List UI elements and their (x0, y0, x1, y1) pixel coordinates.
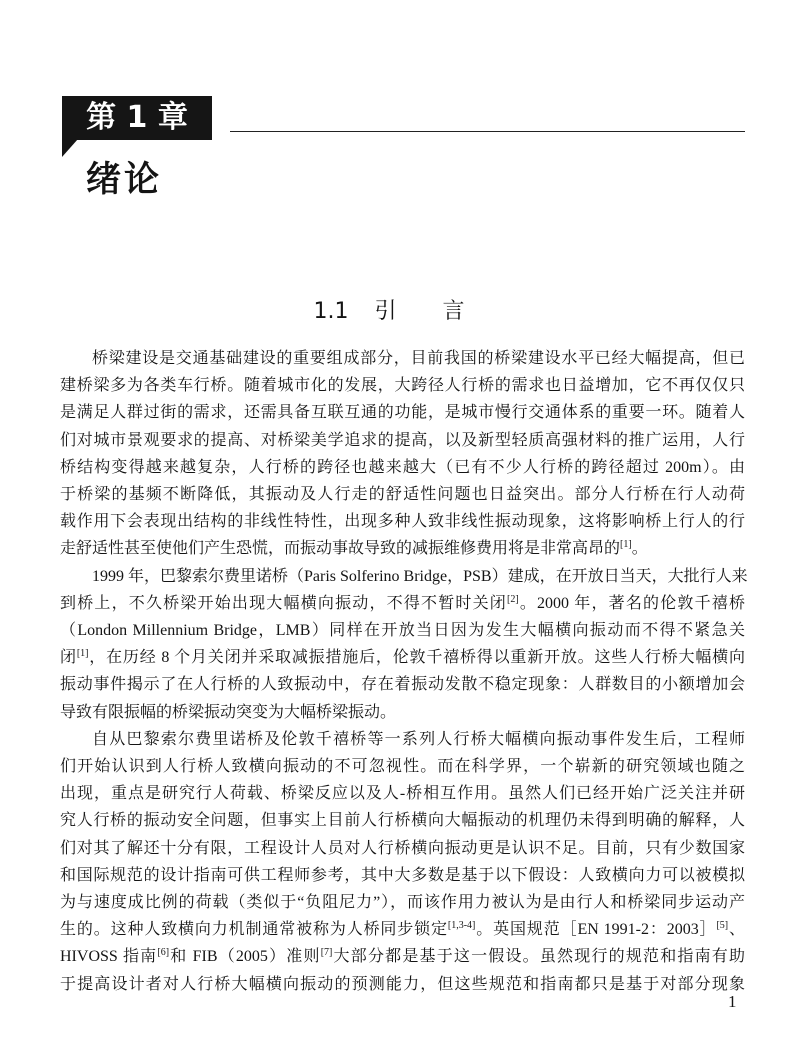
text-segment: 1999 年，巴黎索尔费里诺桥（Paris Solferino Bridge，PSB）建成，在开放日当天，大批行人来 (92, 567, 748, 585)
citation-superscript: [1] (620, 539, 632, 551)
section-number: 1.1 (313, 299, 349, 324)
text-segment: 闭 (60, 649, 77, 667)
text-line (60, 671, 745, 698)
text-line (60, 753, 745, 780)
text-segment: HIVOSS 指南 (60, 948, 158, 966)
text-line (60, 617, 745, 644)
citation-superscript: [2] (507, 593, 519, 605)
text-line (60, 644, 745, 671)
text-line (60, 807, 745, 834)
chapter-title: 绪论 (86, 160, 163, 200)
text-line (60, 916, 745, 943)
text-segment: 自从巴黎索尔费里诺桥及伦敦千禧桥等一系列人行桥大幅横向振动事件发生后，工程师 (92, 730, 745, 748)
text-segment: 们开始认识到人行桥人致横向振动的不可忽视性。而在科学界，一个崭新的研究领域也随之 (60, 758, 745, 776)
text-line (60, 590, 745, 617)
paragraph (60, 563, 748, 726)
text-segment: 出现，重点是研究行人荷载、桥梁反应以及人-桥相互作用。虽然人们已经开始广泛关注并研 (60, 785, 745, 803)
section-heading (0, 296, 790, 328)
text-line (60, 726, 745, 753)
text-line (60, 971, 745, 998)
text-segment: 于桥梁的基频不断降低，其振动及人行走的舒适性问题也日益突出。部分人行桥在行人动荷 (60, 486, 745, 504)
paragraph (60, 345, 745, 563)
text-line (60, 862, 745, 889)
text-line (60, 943, 745, 970)
text-segment: 和 FIB（2005）准则 (169, 948, 321, 966)
text-line (60, 780, 745, 807)
text-segment: 。 (631, 540, 648, 558)
text-segment: 导致有限振幅的桥梁振动突变为大幅桥梁振动。 (60, 703, 397, 721)
text-segment: 为与速度成比例的荷载（类似于“负阻尼力”），而该作用力被认为是由行人和桥梁同步运动产 (60, 894, 745, 912)
text-line (60, 835, 745, 862)
citation-superscript: [5] (716, 920, 729, 932)
text-line (60, 399, 745, 426)
text-segment: 们对城市景观要求的提高、对桥梁美学追求的提高，以及新型轻质高强材料的推广运用，人行 (60, 431, 745, 449)
text-line (60, 889, 745, 916)
header-rule (230, 131, 745, 132)
citation-superscript: [7] (320, 947, 333, 959)
text-segment: 桥结构变得越来越复杂，人行桥的跨径也越来越大（已有不少人行桥的跨径超过 200m）。由 (60, 458, 745, 476)
text-line (60, 535, 745, 562)
text-line (60, 345, 745, 372)
citation-superscript: [6] (157, 947, 170, 959)
paragraph (60, 726, 745, 998)
text-segment: 。2000 年，著名的伦敦千禧桥 (518, 594, 745, 612)
text-segment: 、 (728, 921, 745, 939)
text-segment: 到桥上，不久桥梁开始出现大幅横向振动，不得不暂时关闭 (60, 594, 507, 612)
text-segment: 究人行桥的振动安全问题，但事实上目前人行桥横向大幅振动的机理仍未得到明确的解释，人 (60, 812, 745, 830)
chapter-tab-tail (62, 139, 78, 157)
text-line (60, 481, 745, 508)
text-segment: 生的。这种人致横向力机制通常被称为人桥同步锁定 (60, 921, 448, 939)
text-segment: 振动事件揭示了在人行桥的人致振动中，存在着振动发散不稳定现象：人群数目的小额增加会 (60, 676, 745, 694)
text-segment: 走舒适性甚至使他们产生恐慌，而振动事故导致的减振维修费用将是非常高昂的 (60, 540, 621, 558)
text-segment: 建桥梁多为各类车行桥。随着城市化的发展，大跨径人行桥的需求也日益增加，它不再仅仅只 (60, 377, 745, 395)
text-segment: 于提高设计者对人行桥大幅横向振动的预测能力，但这些规范和指南都只是基于对部分现象 (60, 975, 745, 993)
body-text (60, 345, 748, 998)
text-line (60, 454, 745, 481)
text-segment: 是满足人群过街的需求，还需具备互联互通的功能，是城市慢行交通体系的重要一环。随着人 (60, 404, 745, 422)
chapter-label-tab: 第 1 章 (62, 96, 212, 140)
text-line (60, 699, 745, 726)
text-segment: 们对其了解还十分有限，工程设计人员对人行桥横向振动更是认识不足。目前，只有少数国家 (60, 839, 745, 857)
text-segment: 和国际规范的设计指南可供工程师参考，其中大多数是基于以下假设：人致横向力可以被模拟 (60, 866, 745, 884)
text-segment: （London Millennium Bridge，LMB）同样在开放当日因为发生大幅横向振动而不得不紧急关 (60, 622, 745, 640)
text-line (60, 563, 748, 590)
page-number: 1 (728, 992, 737, 1011)
text-segment: 大部分都是基于这一假设。虽然现行的规范和指南有助 (332, 948, 745, 966)
section-title: 引 言 (374, 299, 477, 324)
text-line (60, 372, 745, 399)
text-line (60, 427, 745, 454)
text-line (60, 508, 745, 535)
citation-superscript: [1,3-4] (447, 920, 476, 932)
text-segment: ，在历经 8 个月关闭并采取减振措施后，伦敦千禧桥得以重新开放。这些人行桥大幅横向 (88, 649, 745, 667)
text-segment: 载作用下会表现出结构的非线性特性，出现多种人致非线性振动现象，这将影响桥上行人的行 (60, 513, 745, 531)
citation-superscript: [1] (76, 648, 89, 660)
text-segment: 桥梁建设是交通基础建设的重要组成部分，目前我国的桥梁建设水平已经大幅提高，但已 (92, 350, 745, 367)
text-segment: 。英国规范［EN 1991-2：2003］ (475, 921, 717, 939)
